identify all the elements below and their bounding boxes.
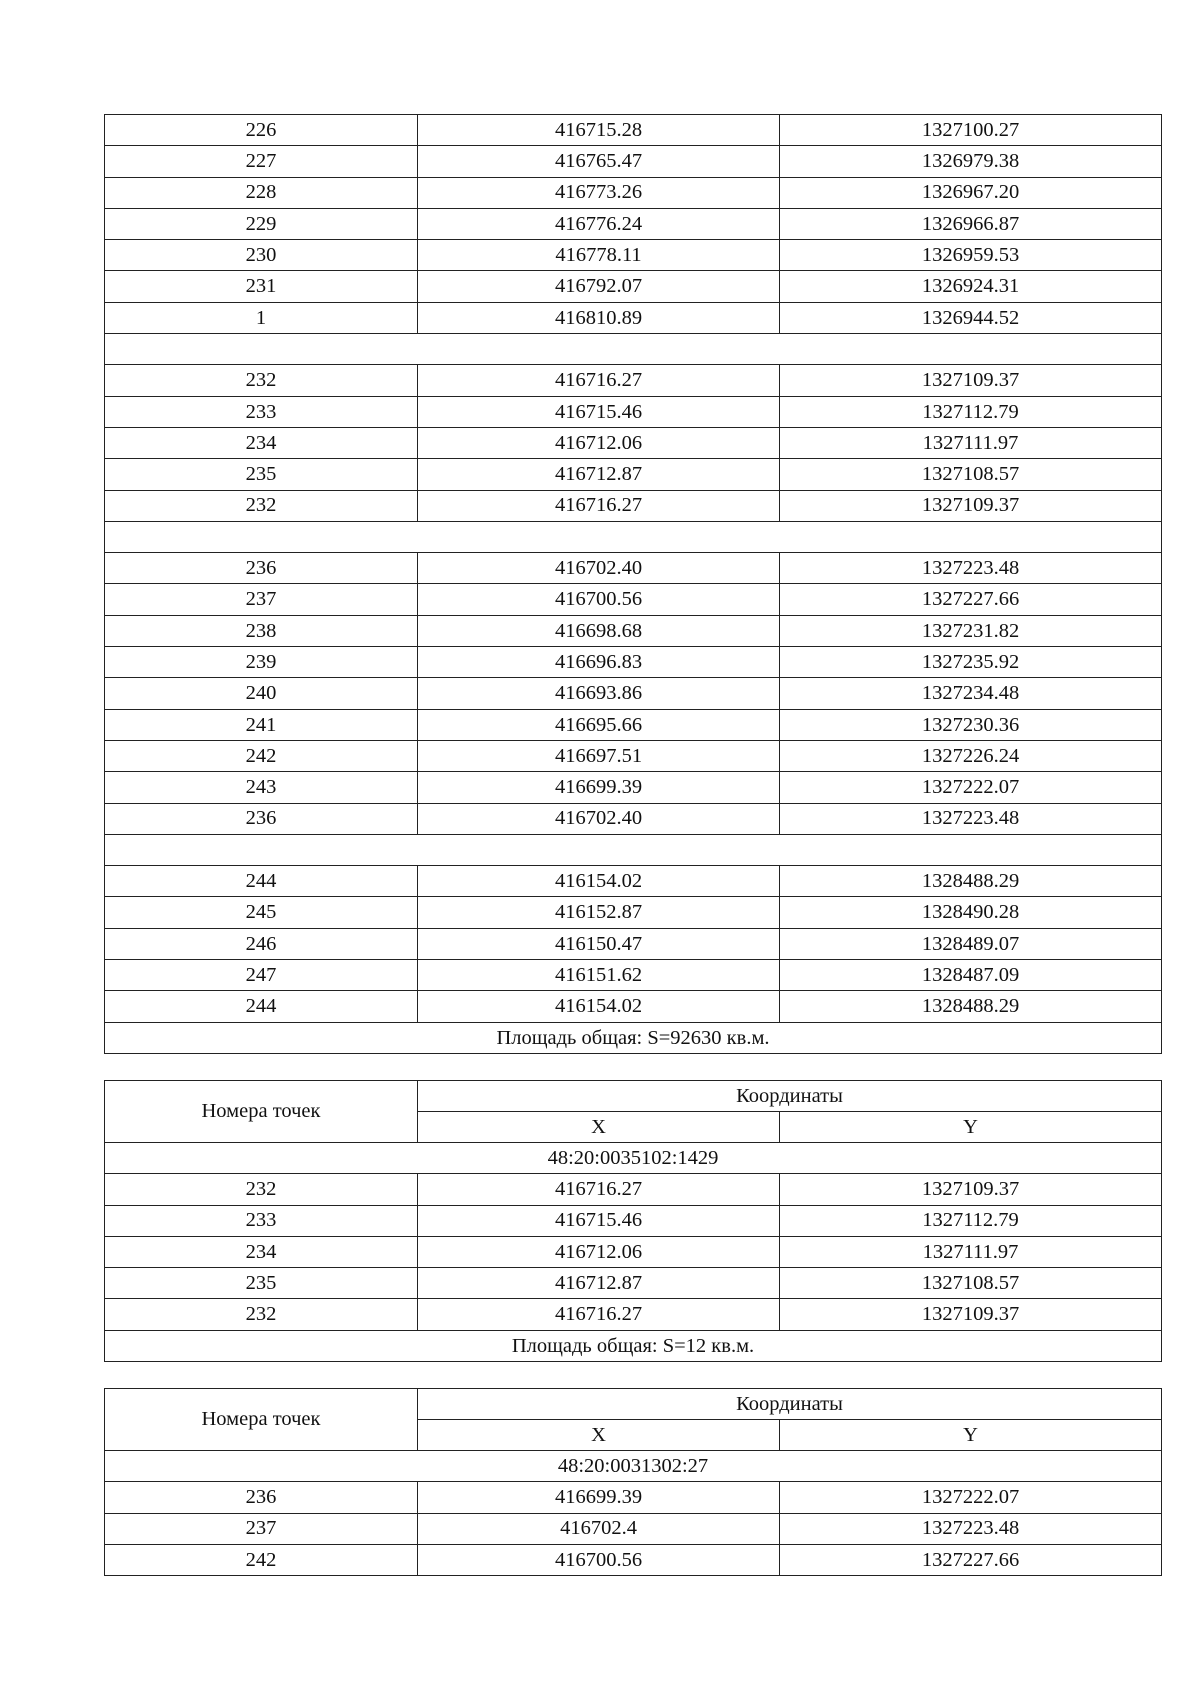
point-number-cell: 227 [105, 146, 418, 177]
coordinates-table-main [104, 114, 1162, 1054]
table-row [105, 553, 1162, 584]
y-coordinate-cell: 1328490.28 [780, 897, 1162, 928]
table-row [105, 427, 1162, 458]
point-number-cell: 236 [105, 553, 418, 584]
table-row [105, 1544, 1162, 1575]
y-coordinate-cell: 1327111.97 [780, 427, 1162, 458]
point-number-cell: 242 [105, 740, 418, 771]
x-coordinate-cell: 416702.4 [418, 1513, 780, 1544]
table-row [105, 709, 1162, 740]
point-number-cell: 231 [105, 271, 418, 302]
point-number-cell: 235 [105, 459, 418, 490]
y-coordinate-cell: 1326924.31 [780, 271, 1162, 302]
y-coordinate-cell: 1327234.48 [780, 678, 1162, 709]
x-coordinate-cell: 416776.24 [418, 208, 780, 239]
x-coordinate-cell: 416765.47 [418, 146, 780, 177]
table-row [105, 1205, 1162, 1236]
x-coordinate-cell: 416696.83 [418, 647, 780, 678]
point-number-cell: 226 [105, 115, 418, 146]
table-row [105, 115, 1162, 146]
coordinates-table-main-body [105, 115, 1162, 1054]
y-coordinate-cell: 1327226.24 [780, 740, 1162, 771]
y-coordinate-cell: 1327222.07 [780, 772, 1162, 803]
table-row [105, 490, 1162, 521]
y-coordinate-cell: 1327235.92 [780, 647, 1162, 678]
y-coordinate-cell: 1327109.37 [780, 490, 1162, 521]
point-number-cell: 244 [105, 866, 418, 897]
table-row [105, 803, 1162, 834]
x-coordinate-cell: 416792.07 [418, 271, 780, 302]
table-row [105, 146, 1162, 177]
point-number-cell: 236 [105, 1482, 418, 1513]
point-number-cell: 236 [105, 803, 418, 834]
x-coordinate-cell: 416712.87 [418, 1268, 780, 1299]
coordinates-table-1429 [104, 1080, 1162, 1362]
table-row [105, 772, 1162, 803]
table-row [105, 1268, 1162, 1299]
point-number-cell: 241 [105, 709, 418, 740]
table-row [105, 459, 1162, 490]
y-coordinate-cell: 1327111.97 [780, 1236, 1162, 1267]
y-coordinate-cell: 1327223.48 [780, 803, 1162, 834]
point-number-cell: 239 [105, 647, 418, 678]
cadastral-row [105, 1142, 1162, 1173]
x-coordinate-cell: 416150.47 [418, 928, 780, 959]
x-coordinate-cell: 416700.56 [418, 1544, 780, 1575]
y-coordinate-cell: 1327230.36 [780, 709, 1162, 740]
point-number-cell: 245 [105, 897, 418, 928]
table-row [105, 240, 1162, 271]
x-coordinate-cell: 416716.27 [418, 365, 780, 396]
x-coordinate-cell: 416695.66 [418, 709, 780, 740]
x-coordinate-cell: 416702.40 [418, 553, 780, 584]
table-row [105, 866, 1162, 897]
x-coordinate-cell: 416716.27 [418, 1299, 780, 1330]
x-coordinate-cell: 416715.46 [418, 396, 780, 427]
table-row [105, 740, 1162, 771]
x-coordinate-cell: 416715.46 [418, 1205, 780, 1236]
table-row [105, 208, 1162, 239]
y-coordinate-cell: 1328488.29 [780, 991, 1162, 1022]
y-coordinate-cell: 1327100.27 [780, 115, 1162, 146]
point-number-cell: 240 [105, 678, 418, 709]
point-number-cell: 237 [105, 584, 418, 615]
point-number-cell: 238 [105, 615, 418, 646]
header-row [105, 1388, 1162, 1419]
y-coordinate-cell: 1327108.57 [780, 459, 1162, 490]
x-coordinate-cell: 416716.27 [418, 490, 780, 521]
contour-separator [105, 834, 1162, 865]
contour-separator-row [105, 334, 1162, 365]
y-coordinate-cell: 1327227.66 [780, 584, 1162, 615]
cadastral-row [105, 1450, 1162, 1481]
table-row [105, 991, 1162, 1022]
point-number-cell: 230 [105, 240, 418, 271]
x-coordinate-cell: 416151.62 [418, 960, 780, 991]
header-point-numbers: Номера точек [105, 1080, 418, 1142]
point-number-cell: 243 [105, 772, 418, 803]
x-coordinate-cell: 416697.51 [418, 740, 780, 771]
header-coordinates: Координаты [418, 1388, 1162, 1419]
x-coordinate-cell: 416712.06 [418, 1236, 780, 1267]
y-coordinate-cell: 1326944.52 [780, 302, 1162, 333]
contour-separator [105, 334, 1162, 365]
header-point-numbers: Номера точек [105, 1388, 418, 1450]
point-number-cell: 232 [105, 1174, 418, 1205]
x-coordinate-cell: 416712.06 [418, 427, 780, 458]
table-row [105, 396, 1162, 427]
table-row [105, 678, 1162, 709]
contour-separator-row [105, 834, 1162, 865]
header-y: Y [780, 1111, 1162, 1142]
point-number-cell: 244 [105, 991, 418, 1022]
y-coordinate-cell: 1327223.48 [780, 1513, 1162, 1544]
y-coordinate-cell: 1327222.07 [780, 1482, 1162, 1513]
table-row [105, 615, 1162, 646]
table-row [105, 1174, 1162, 1205]
y-coordinate-cell: 1327112.79 [780, 396, 1162, 427]
x-coordinate-cell: 416810.89 [418, 302, 780, 333]
table-row [105, 365, 1162, 396]
point-number-cell: 234 [105, 427, 418, 458]
header-coordinates: Координаты [418, 1080, 1162, 1111]
y-coordinate-cell: 1327109.37 [780, 1174, 1162, 1205]
table-row [105, 1299, 1162, 1330]
area-total-row [105, 1022, 1162, 1053]
x-coordinate-cell: 416778.11 [418, 240, 780, 271]
point-number-cell: 233 [105, 1205, 418, 1236]
point-number-cell: 235 [105, 1268, 418, 1299]
y-coordinate-cell: 1327231.82 [780, 615, 1162, 646]
header-y: Y [780, 1419, 1162, 1450]
area-total: Площадь общая: S=12 кв.м. [105, 1330, 1162, 1361]
coordinates-table-27 [104, 1388, 1162, 1576]
y-coordinate-cell: 1328488.29 [780, 866, 1162, 897]
x-coordinate-cell: 416693.86 [418, 678, 780, 709]
x-coordinate-cell: 416700.56 [418, 584, 780, 615]
table-row [105, 1236, 1162, 1267]
contour-separator-row [105, 521, 1162, 552]
table-row [105, 647, 1162, 678]
point-number-cell: 233 [105, 396, 418, 427]
y-coordinate-cell: 1326966.87 [780, 208, 1162, 239]
point-number-cell: 1 [105, 302, 418, 333]
y-coordinate-cell: 1327109.37 [780, 365, 1162, 396]
point-number-cell: 232 [105, 365, 418, 396]
x-coordinate-cell: 416716.27 [418, 1174, 780, 1205]
x-coordinate-cell: 416698.68 [418, 615, 780, 646]
y-coordinate-cell: 1326959.53 [780, 240, 1162, 271]
point-number-cell: 246 [105, 928, 418, 959]
area-total: Площадь общая: S=92630 кв.м. [105, 1022, 1162, 1053]
table-row [105, 177, 1162, 208]
y-coordinate-cell: 1328487.09 [780, 960, 1162, 991]
header-x: X [418, 1111, 780, 1142]
y-coordinate-cell: 1328489.07 [780, 928, 1162, 959]
coordinates-table-27-body [105, 1482, 1162, 1576]
cadastral-number: 48:20:0035102:1429 [105, 1142, 1162, 1173]
table-row [105, 302, 1162, 333]
point-number-cell: 229 [105, 208, 418, 239]
header-row [105, 1080, 1162, 1111]
point-number-cell: 232 [105, 1299, 418, 1330]
x-coordinate-cell: 416699.39 [418, 772, 780, 803]
y-coordinate-cell: 1326979.38 [780, 146, 1162, 177]
header-x: X [418, 1419, 780, 1450]
document-page [104, 114, 1161, 1576]
point-number-cell: 237 [105, 1513, 418, 1544]
x-coordinate-cell: 416154.02 [418, 866, 780, 897]
x-coordinate-cell: 416702.40 [418, 803, 780, 834]
contour-separator [105, 521, 1162, 552]
table-row [105, 897, 1162, 928]
table-row [105, 928, 1162, 959]
y-coordinate-cell: 1327109.37 [780, 1299, 1162, 1330]
y-coordinate-cell: 1327227.66 [780, 1544, 1162, 1575]
point-number-cell: 232 [105, 490, 418, 521]
x-coordinate-cell: 416152.87 [418, 897, 780, 928]
table-row [105, 1482, 1162, 1513]
x-coordinate-cell: 416712.87 [418, 459, 780, 490]
point-number-cell: 242 [105, 1544, 418, 1575]
coordinates-table-1429-body [105, 1174, 1162, 1330]
point-number-cell: 234 [105, 1236, 418, 1267]
table-row [105, 584, 1162, 615]
x-coordinate-cell: 416699.39 [418, 1482, 780, 1513]
y-coordinate-cell: 1327112.79 [780, 1205, 1162, 1236]
table-row [105, 960, 1162, 991]
y-coordinate-cell: 1327223.48 [780, 553, 1162, 584]
x-coordinate-cell: 416154.02 [418, 991, 780, 1022]
x-coordinate-cell: 416715.28 [418, 115, 780, 146]
x-coordinate-cell: 416773.26 [418, 177, 780, 208]
point-number-cell: 247 [105, 960, 418, 991]
y-coordinate-cell: 1326967.20 [780, 177, 1162, 208]
table-row [105, 271, 1162, 302]
area-row [105, 1330, 1162, 1361]
point-number-cell: 228 [105, 177, 418, 208]
y-coordinate-cell: 1327108.57 [780, 1268, 1162, 1299]
table-row [105, 1513, 1162, 1544]
cadastral-number: 48:20:0031302:27 [105, 1450, 1162, 1481]
